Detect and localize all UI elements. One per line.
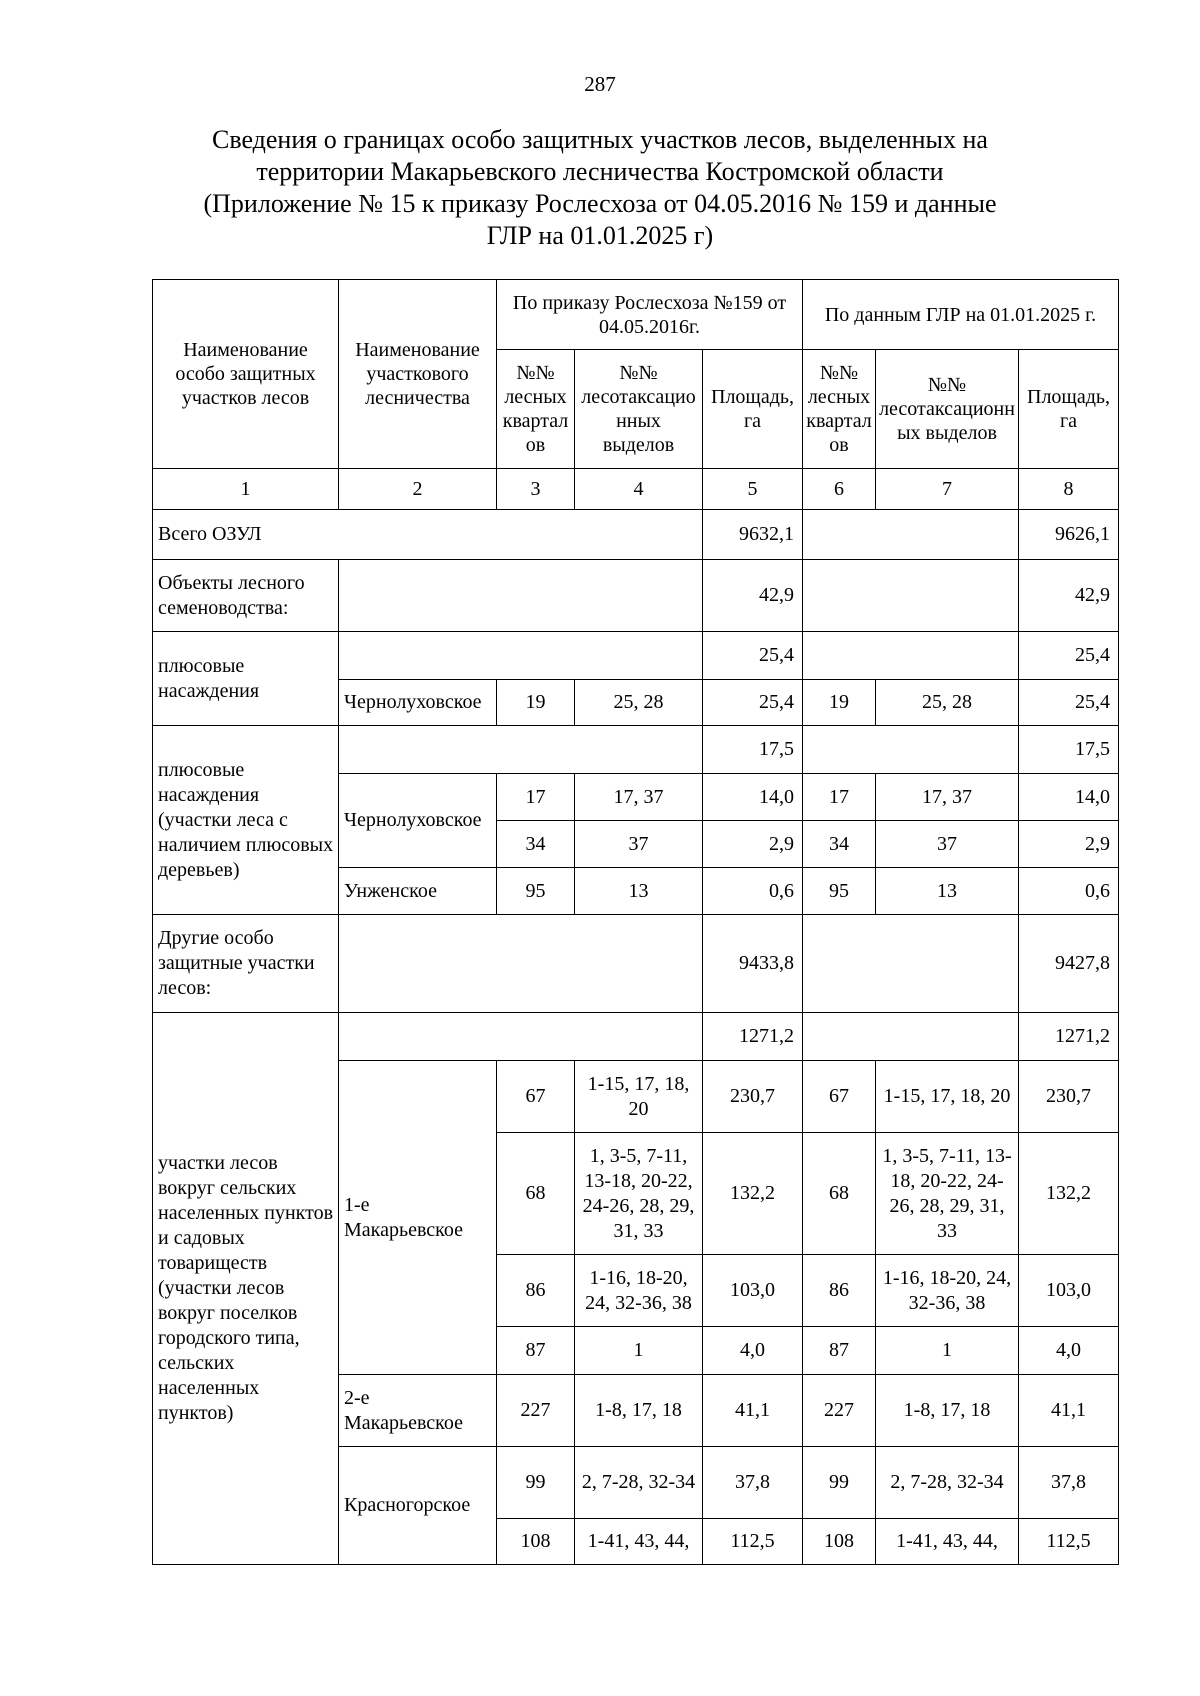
villages-r7-vyd-glr: 1-41, 43, 44, <box>876 1519 1019 1565</box>
villages-r5-vyd-glr: 1-8, 17, 18 <box>876 1375 1019 1447</box>
villages-r2-vyd-glr: 1, 3-5, 7-11, 13-18, 20-22, 24-26, 28, 29, 31, 33 <box>876 1133 1019 1255</box>
plus2-r3-vyd-order: 13 <box>575 868 703 915</box>
row-plus1-sub <box>153 632 1119 680</box>
villages-r6-area-glr: 37,8 <box>1019 1447 1119 1519</box>
title-line-2: территории Макарьевского лесничества Костромской области <box>256 157 944 186</box>
villages-r7-area-order: 112,5 <box>703 1519 803 1565</box>
villages-r2-vyd-order: 1, 3-5, 7-11, 13-18, 20-22, 24-26, 28, 29, 31, 33 <box>575 1133 703 1255</box>
plus2-r2-vyd-order: 37 <box>575 821 703 868</box>
empty-cell <box>339 560 703 632</box>
header-row-1 <box>153 280 1119 350</box>
plus1-area-order: 25,4 <box>703 680 803 726</box>
header-vyd-order: №№ лесотаксационных выделов <box>575 350 703 469</box>
plus2-r1-kv-order: 17 <box>497 774 575 821</box>
header-area-glr: Площадь, га <box>1019 350 1119 469</box>
row-other <box>153 915 1119 1013</box>
villages-r3-vyd-glr: 1-16, 18-20, 24, 32-36, 38 <box>876 1255 1019 1327</box>
villages-r2-kv-order: 68 <box>497 1133 575 1255</box>
villages-r1-area-glr: 230,7 <box>1019 1061 1119 1133</box>
header-area-order: Площадь, га <box>703 350 803 469</box>
villages-r3-area-order: 103,0 <box>703 1255 803 1327</box>
villages-sub-glr: 1271,2 <box>1019 1013 1119 1061</box>
plus2-r3-kv-order: 95 <box>497 868 575 915</box>
villages-r4-vyd-glr: 1 <box>876 1327 1019 1375</box>
other-label: Другие особо защитные участки лесов: <box>153 915 339 1013</box>
seed-label: Объекты лесного семеноводства: <box>153 560 339 632</box>
title-line-3: (Приложение № 15 к приказу Рослесхоза от 04.05.2016 № 159 и данные <box>203 189 997 218</box>
villages-r5-kv-glr: 227 <box>803 1375 876 1447</box>
header-group-glr: По данным ГЛР на 01.01.2025 г. <box>803 280 1119 350</box>
villages-r2-area-glr: 132,2 <box>1019 1133 1119 1255</box>
villages-forestry-3: Красногорское <box>339 1447 497 1565</box>
plus2-r2-vyd-glr: 37 <box>876 821 1019 868</box>
col-num-4: 4 <box>575 469 703 510</box>
header-vyd-glr: №№ лесотаксационных выделов <box>876 350 1019 469</box>
col-num-1: 1 <box>153 469 339 510</box>
plus2-r3-area-glr: 0,6 <box>1019 868 1119 915</box>
header-ozul-name: Наименование особо защитных участков лесов <box>153 280 339 469</box>
empty-cell <box>339 726 703 774</box>
plus2-r1-vyd-glr: 17, 37 <box>876 774 1019 821</box>
ozul-table <box>152 279 1119 1565</box>
total-area-order: 9632,1 <box>703 510 803 560</box>
villages-r1-vyd-order: 1-15, 17, 18, 20 <box>575 1061 703 1133</box>
villages-r5-area-order: 41,1 <box>703 1375 803 1447</box>
villages-r1-kv-glr: 67 <box>803 1061 876 1133</box>
plus2-r3-area-order: 0,6 <box>703 868 803 915</box>
seed-area-order: 42,9 <box>703 560 803 632</box>
header-kv-glr: №№ лесных кварталов <box>803 350 876 469</box>
villages-r2-area-order: 132,2 <box>703 1133 803 1255</box>
villages-r2-kv-glr: 68 <box>803 1133 876 1255</box>
plus1-sub-order: 25,4 <box>703 632 803 680</box>
plus2-r3-kv-glr: 95 <box>803 868 876 915</box>
villages-r5-vyd-order: 1-8, 17, 18 <box>575 1375 703 1447</box>
other-area-glr: 9427,8 <box>1019 915 1119 1013</box>
villages-r7-kv-glr: 108 <box>803 1519 876 1565</box>
header-forestry-name: Наименование участкового лесничества <box>339 280 497 469</box>
plus1-kv-glr: 19 <box>803 680 876 726</box>
villages-r1-vyd-glr: 1-15, 17, 18, 20 <box>876 1061 1019 1133</box>
row-plus2-sub <box>153 726 1119 774</box>
villages-r3-area-glr: 103,0 <box>1019 1255 1119 1327</box>
empty-cell <box>803 1013 1019 1061</box>
header-kv-order: №№ лесных кварталов <box>497 350 575 469</box>
villages-r4-kv-order: 87 <box>497 1327 575 1375</box>
villages-r3-vyd-order: 1-16, 18-20, 24, 32-36, 38 <box>575 1255 703 1327</box>
empty-cell <box>803 726 1019 774</box>
header-numbers-row <box>153 469 1119 510</box>
empty-cell <box>339 915 703 1013</box>
plus2-r2-kv-glr: 34 <box>803 821 876 868</box>
col-num-6: 6 <box>803 469 876 510</box>
plus2-forestry-a: Чернолуховское <box>339 774 497 868</box>
empty-cell <box>803 915 1019 1013</box>
total-area-glr: 9626,1 <box>1019 510 1119 560</box>
plus2-sub-order: 17,5 <box>703 726 803 774</box>
empty-cell <box>803 510 1019 560</box>
plus2-r1-area-glr: 14,0 <box>1019 774 1119 821</box>
col-num-5: 5 <box>703 469 803 510</box>
villages-r1-kv-order: 67 <box>497 1061 575 1133</box>
villages-r4-kv-glr: 87 <box>803 1327 876 1375</box>
villages-r3-kv-order: 86 <box>497 1255 575 1327</box>
villages-r6-area-order: 37,8 <box>703 1447 803 1519</box>
villages-r4-area-glr: 4,0 <box>1019 1327 1119 1375</box>
villages-r1-area-order: 230,7 <box>703 1061 803 1133</box>
document-title <box>100 124 1100 252</box>
col-num-3: 3 <box>497 469 575 510</box>
empty-cell <box>339 1013 703 1061</box>
villages-r6-kv-glr: 99 <box>803 1447 876 1519</box>
plus2-r1-area-order: 14,0 <box>703 774 803 821</box>
seed-area-glr: 42,9 <box>1019 560 1119 632</box>
title-line-4: ГЛР на 01.01.2025 г) <box>486 221 714 250</box>
row-seed <box>153 560 1119 632</box>
plus1-sub-glr: 25,4 <box>1019 632 1119 680</box>
plus2-r2-area-glr: 2,9 <box>1019 821 1119 868</box>
col-num-7: 7 <box>876 469 1019 510</box>
empty-cell <box>803 560 1019 632</box>
plus1-vyd-order: 25, 28 <box>575 680 703 726</box>
plus2-forestry-b: Унженское <box>339 868 497 915</box>
plus2-r1-vyd-order: 17, 37 <box>575 774 703 821</box>
villages-forestry-2: 2-е Макарьевское <box>339 1375 497 1447</box>
villages-r7-kv-order: 108 <box>497 1519 575 1565</box>
villages-r6-vyd-order: 2, 7-28, 32-34 <box>575 1447 703 1519</box>
plus1-area-glr: 25,4 <box>1019 680 1119 726</box>
villages-r5-kv-order: 227 <box>497 1375 575 1447</box>
villages-r7-vyd-order: 1-41, 43, 44, <box>575 1519 703 1565</box>
villages-sub-order: 1271,2 <box>703 1013 803 1061</box>
page-number: 287 <box>584 72 616 96</box>
villages-label: участки лесов вокруг сельских населенных пунктов и садовых товариществ (участки лесов вокруг поселков городского типа, сельских населенных пунктов) <box>153 1013 339 1565</box>
row-total <box>153 510 1119 560</box>
villages-r4-vyd-order: 1 <box>575 1327 703 1375</box>
col-num-8: 8 <box>1019 469 1119 510</box>
empty-cell <box>339 632 703 680</box>
villages-forestry-1: 1-е Макарьевское <box>339 1061 497 1375</box>
header-group-order: По приказу Рослесхоза №159 от 04.05.2016г. <box>497 280 803 350</box>
villages-r5-area-glr: 41,1 <box>1019 1375 1119 1447</box>
total-label: Всего ОЗУЛ <box>153 510 703 560</box>
villages-r6-vyd-glr: 2, 7-28, 32-34 <box>876 1447 1019 1519</box>
plus2-sub-glr: 17,5 <box>1019 726 1119 774</box>
plus2-r1-kv-glr: 17 <box>803 774 876 821</box>
plus2-r2-kv-order: 34 <box>497 821 575 868</box>
villages-r3-kv-glr: 86 <box>803 1255 876 1327</box>
plus1-vyd-glr: 25, 28 <box>876 680 1019 726</box>
plus1-forestry: Чернолуховское <box>339 680 497 726</box>
villages-r4-area-order: 4,0 <box>703 1327 803 1375</box>
plus1-kv-order: 19 <box>497 680 575 726</box>
row-villages-sub <box>153 1013 1119 1061</box>
title-line-1: Сведения о границах особо защитных участков лесов, выделенных на <box>212 125 988 154</box>
empty-cell <box>803 632 1019 680</box>
plus2-r2-area-order: 2,9 <box>703 821 803 868</box>
col-num-2: 2 <box>339 469 497 510</box>
plus2-label: плюсовые насаждения (участки леса с наличием плюсовых деревьев) <box>153 726 339 915</box>
plus1-label: плюсовые насаждения <box>153 632 339 726</box>
villages-r6-kv-order: 99 <box>497 1447 575 1519</box>
other-area-order: 9433,8 <box>703 915 803 1013</box>
villages-r7-area-glr: 112,5 <box>1019 1519 1119 1565</box>
plus2-r3-vyd-glr: 13 <box>876 868 1019 915</box>
